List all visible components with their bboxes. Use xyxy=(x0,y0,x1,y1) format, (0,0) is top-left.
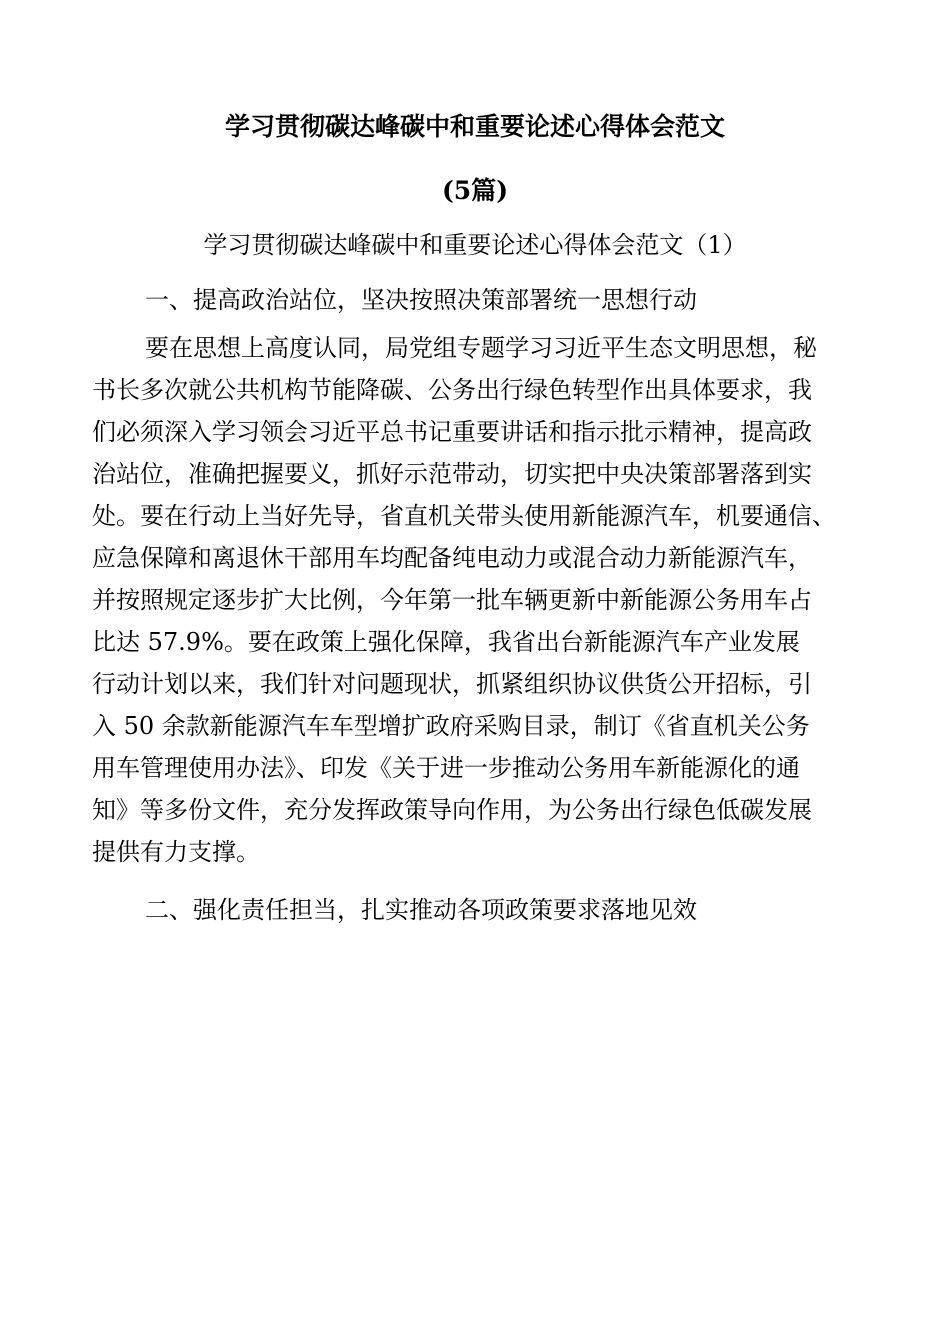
body-line: 处。要在行动上当好先导，省直机关带头使用新能源汽车，机要通信、 xyxy=(92,502,836,530)
body-line: 提供有力支撑。 xyxy=(92,838,260,866)
section-heading-1: 一、提高政治站位，坚决按照决策部署统一思想行动 xyxy=(145,286,697,314)
body-line: 行动计划以来，我们针对问题现状，抓紧组织协议供货公开招标，引 xyxy=(92,670,812,698)
body-line: 治站位，准确把握要义，抓好示范带动，切实把中央决策部署落到实 xyxy=(92,460,812,488)
body-paragraph xyxy=(92,327,872,873)
body-line: 知》等多份文件，充分发挥政策导向作用，为公务出行绿色低碳发展 xyxy=(92,796,812,824)
body-line: 比达 57.9%。要在政策上强化保障，我省出台新能源汽车产业发展 xyxy=(92,628,800,656)
body-line: 入 50 余款新能源汽车车型增扩政府采购目录，制订《省直机关公务 xyxy=(92,712,810,740)
body-line: 用车管理使用办法》、印发《关于进一步推动公务用车新能源化的通 xyxy=(92,754,800,782)
section-subtitle: 学习贯彻碳达峰碳中和重要论述心得体会范文（1） xyxy=(203,231,747,259)
body-line: 应急保障和离退休干部用车均配备纯电动力或混合动力新能源汽车， xyxy=(92,544,812,572)
body-line: 并按照规定逐步扩大比例，今年第一批车辆更新中新能源公务用车占 xyxy=(92,586,812,614)
body-line: 要在思想上高度认同，局党组专题学习习近平生态文明思想，秘 xyxy=(145,334,817,362)
body-line: 们必须深入学习领会习近平总书记重要讲话和指示批示精神，提高政 xyxy=(92,418,812,446)
document-count: (5篇) xyxy=(441,176,509,205)
body-line: 书长多次就公共机构节能降碳、公务出行绿色转型作出具体要求，我 xyxy=(92,376,812,404)
section-heading-2: 二、强化责任担当，扎实推动各项政策要求落地见效 xyxy=(145,896,697,924)
document-title: 学习贯彻碳达峰碳中和重要论述心得体会范文 xyxy=(224,112,725,141)
